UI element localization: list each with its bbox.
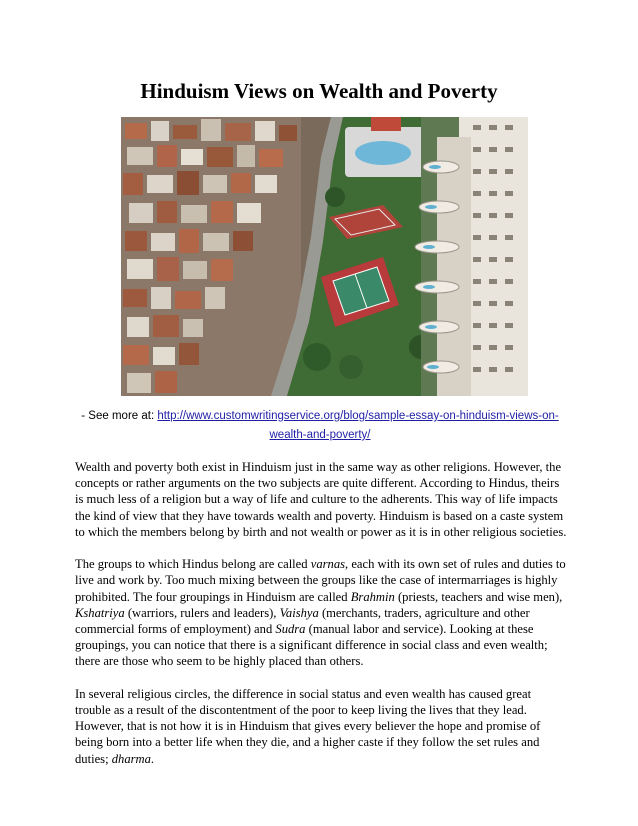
aerial-photo-slum-and-towers — [121, 117, 528, 396]
paragraph-3-text-1: In several religious circles, the difference in social status and even wealth has caused great trouble as a result of the discontentment of the poor to keep living the lives that they lead. However, that is not how it is in Hinduism that gives every believer the hope and promise of being born into a better life when they die, and a higher caste if they follow the set rules and duties; — [75, 686, 541, 766]
term-varnas: varnas — [310, 557, 346, 572]
slum-rooftops — [121, 117, 301, 396]
paragraph-2-text-2: , each with its own set of rules and duties to live and work by. Too much mixing between the groups like the case of intermarriages is highly prohibited. The four groupings in Hinduism are called — [75, 557, 566, 604]
paragraph-2-text-1: The groups to which Hindus belong are called — [75, 557, 311, 572]
see-more-prefix: - See more at: — [81, 410, 158, 422]
term-dharma: dharma — [111, 751, 151, 766]
see-more-line — [74, 407, 566, 445]
term-vaishya: Vaishya — [279, 605, 319, 620]
paragraph-2-text-6: (manual labor and service). Looking at these groupings, you can notice that there is a significant difference in social class and even wealth; there are those who seem to be highly placed than others. — [75, 622, 548, 669]
residential-tower — [415, 117, 528, 396]
term-sudra: Sudra — [275, 622, 306, 637]
page-title: Hinduism Views on Wealth and Poverty — [140, 79, 498, 103]
source-link[interactable]: http://www.customwritingservice.org/blog/sample-essay-on-hinduism-views-on-wealth-and-poverty/ — [157, 410, 559, 441]
paragraph-2 — [75, 556, 567, 669]
paragraph-3-text-2: . — [150, 751, 155, 766]
term-kshatriya: Kshatriya — [75, 605, 125, 620]
paragraph-3 — [75, 686, 567, 767]
paragraph-1: Wealth and poverty both exist in Hinduism just in the same way as other religions. However, the concepts or rather arguments on the two subjects are quite different. According to Hindus, theirs is much less of a religion but a way of life and culture to the adherents. This way of life impacts the kind of view that they have towards wealth and poverty. Hinduism is based on a caste system to which the members belong by birth and not wealth or power as it is in other religious societies. — [75, 460, 567, 539]
paragraph-2-text-5: (merchants, traders, agriculture and other commercial forms of employment) and — [75, 605, 530, 637]
paragraph-2-text-3: (priests, teachers and wise men), — [394, 589, 563, 604]
paragraph-2-text-4: (warriors, rulers and leaders), — [124, 605, 280, 620]
photo-illustration — [121, 117, 528, 396]
term-brahmin: Brahmin — [350, 589, 395, 604]
article-body — [75, 459, 567, 783]
